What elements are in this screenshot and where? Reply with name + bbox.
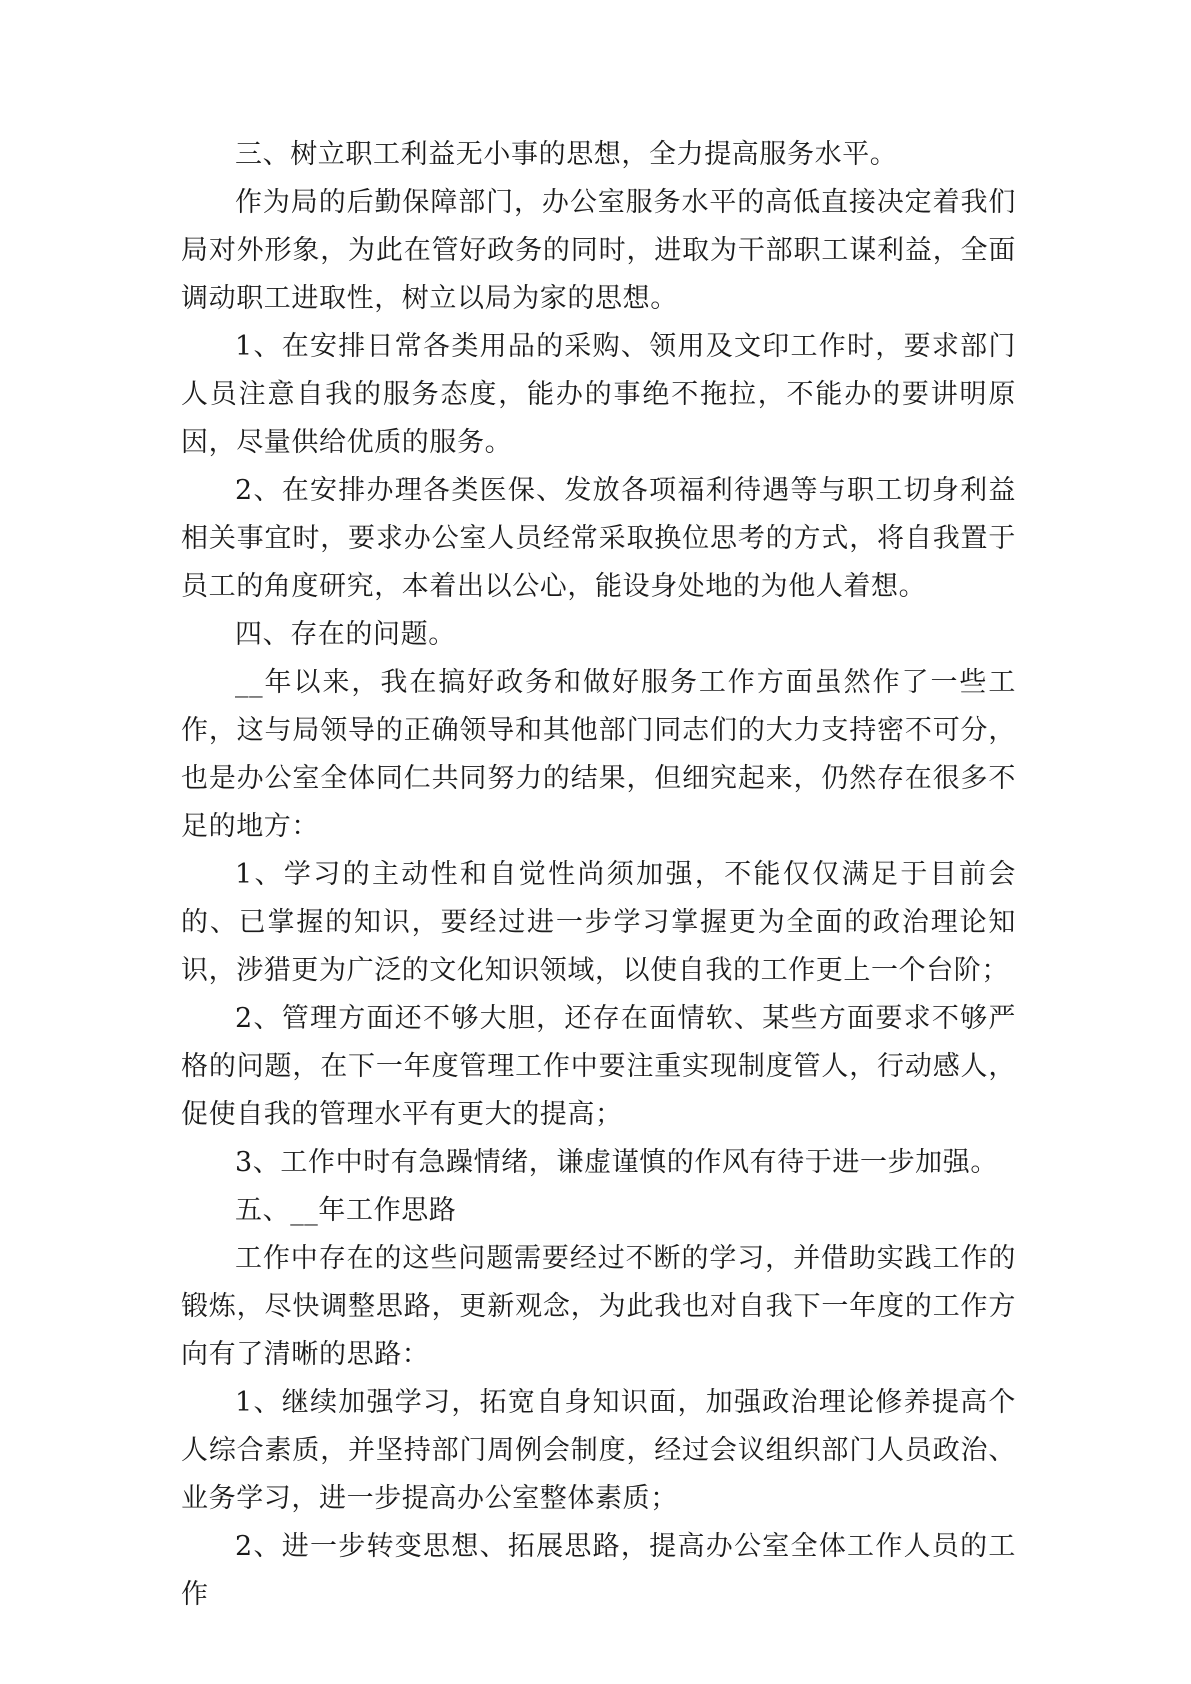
list-item-management: 2、管理方面还不够大胆，还存在面情软、某些方面要求不够严格的问题，在下一年度管理工作中要注重实现制度管人，行动感人，促使自我的管理水平有更大的提高；	[181, 1003, 1016, 1130]
heading-section-4: 四、存在的问题。	[235, 619, 456, 650]
heading-section-5: 五、__年工作思路	[235, 1195, 457, 1226]
list-item-change-thinking: 2、进一步转变思想、拓展思路，提高办公室全体工作人员的工作	[181, 1531, 1016, 1610]
list-item-welfare: 2、在安排办理各类医保、发放各项福利待遇等与职工切身利益相关事宜时，要求办公室人员经常采取换位思考的方式，将自我置于员工的角度研究，本着出以公心，能设身处地的为他人着想。	[181, 475, 1016, 602]
heading-section-3: 三、树立职工利益无小事的思想，全力提高服务水平。	[235, 139, 898, 170]
list-item-procurement: 1、在安排日常各类用品的采购、领用及文印工作时，要求部门人员注意自我的服务态度，能办的事绝不拖拉，不能办的要讲明原因，尽量供给优质的服务。	[181, 331, 1016, 458]
list-item-temperament: 3、工作中时有急躁情绪，谦虚谨慎的作风有待于进一步加强。	[235, 1147, 998, 1178]
list-item-continue-learning: 1、继续加强学习，拓宽自身知识面，加强政治理论修养提高个人综合素质，并坚持部门周例会制度，经过会议组织部门人员政治、业务学习，进一步提高办公室整体素质；	[181, 1387, 1016, 1514]
document-page	[181, 131, 1016, 1619]
paragraph-problems-intro: __年以来，我在搞好政务和做好服务工作方面虽然作了一些工作，这与局领导的正确领导和其他部门同志们的大力支持密不可分，也是办公室全体同仁共同努力的结果，但细究起来，仍然存在很多不足的地方：	[181, 667, 1016, 842]
paragraph-office-service: 作为局的后勤保障部门，办公室服务水平的高低直接决定着我们局对外形象，为此在管好政务的同时，进取为干部职工谋利益，全面调动职工进取性，树立以局为家的思想。	[181, 187, 1016, 314]
paragraph-work-plan-intro: 工作中存在的这些问题需要经过不断的学习，并借助实践工作的锻炼，尽快调整思路，更新观念，为此我也对自我下一年度的工作方向有了清晰的思路：	[181, 1243, 1016, 1370]
list-item-learning: 1、学习的主动性和自觉性尚须加强，不能仅仅满足于目前会的、已掌握的知识，要经过进一步学习掌握更为全面的政治理论知识，涉猎更为广泛的文化知识领域，以使自我的工作更上一个台阶；	[181, 859, 1016, 986]
